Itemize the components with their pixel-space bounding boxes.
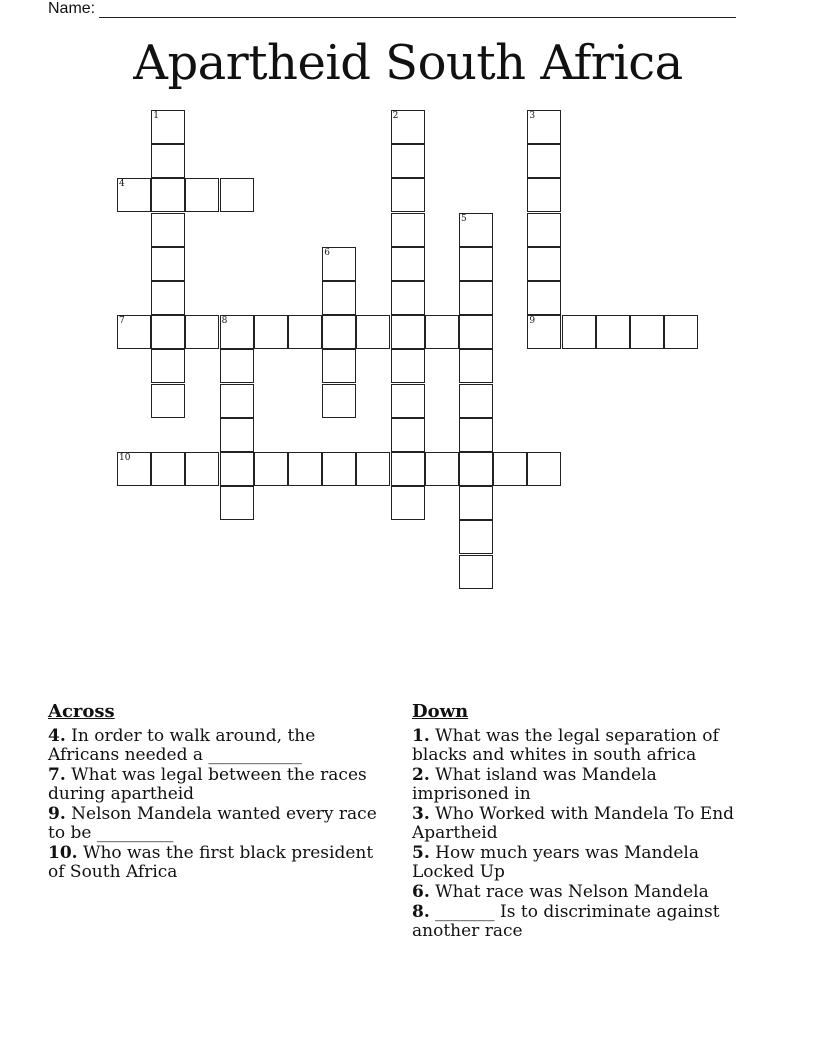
crossword-cell[interactable] [220,452,254,486]
clue-number: 2. [412,765,430,785]
crossword-cell[interactable] [220,384,254,418]
crossword-cell[interactable] [391,384,425,418]
crossword-cell[interactable] [527,281,561,315]
crossword-cell[interactable] [151,452,185,486]
crossword-cell[interactable] [527,110,561,144]
crossword-cell[interactable] [391,315,425,349]
crossword-cell[interactable] [425,315,459,349]
crossword-cell[interactable] [151,281,185,315]
crossword-cell[interactable] [220,418,254,452]
across-clue [48,766,388,804]
crossword-cell[interactable] [527,144,561,178]
crossword-cell[interactable] [493,452,527,486]
cell-number: 9 [529,316,536,327]
clue-number: 6. [412,882,430,902]
crossword-cell[interactable] [391,144,425,178]
crossword-cell[interactable] [356,452,390,486]
crossword-cell[interactable] [151,384,185,418]
crossword-cell[interactable] [459,247,493,281]
crossword-cell[interactable] [527,213,561,247]
crossword-cell[interactable] [459,281,493,315]
crossword-cell[interactable] [459,384,493,418]
cell-number: 2 [392,111,399,121]
crossword-cell[interactable] [527,452,561,486]
crossword-cell[interactable] [185,178,219,212]
crossword-cell[interactable] [254,315,288,349]
clue-number: 7. [48,765,66,785]
across-clues [48,702,388,883]
crossword-cell[interactable] [527,315,561,349]
crossword-cell[interactable] [562,315,596,349]
crossword-cell[interactable] [220,178,254,212]
crossword-cell[interactable] [288,452,322,486]
crossword-cell[interactable] [459,349,493,383]
crossword-cell[interactable] [459,315,493,349]
down-clue [412,844,742,882]
clue-number: 5. [412,843,430,863]
clue-number: 3. [412,804,430,824]
crossword-cell[interactable] [117,178,151,212]
cell-number: 6 [324,247,330,258]
crossword-cell[interactable] [151,349,185,383]
crossword-cell[interactable] [322,247,356,281]
cell-number: 5 [461,213,467,224]
crossword-cell[interactable] [391,281,425,315]
down-clue [412,883,742,902]
crossword-cell[interactable] [220,349,254,383]
crossword-cell[interactable] [459,520,493,554]
crossword-cell[interactable] [391,213,425,247]
crossword-cell[interactable] [322,281,356,315]
clue-text: Who Worked with Mandela To End Apartheid [412,804,735,843]
across-heading: Across [48,701,115,722]
down-clue [412,903,742,941]
crossword-cell[interactable] [391,486,425,520]
across-clue [48,727,388,765]
crossword-cell[interactable] [596,315,630,349]
crossword-cell[interactable] [527,178,561,212]
name-label: Name: [48,0,96,17]
crossword-cell[interactable] [459,555,493,589]
clue-text: What island was Mandela imprisoned in [412,765,657,804]
cell-number: 10 [119,453,131,463]
cell-number: 7 [119,316,125,327]
clue-text: What was legal between the races during apartheid [48,765,367,804]
crossword-cell[interactable] [151,110,185,144]
crossword-cell[interactable] [185,452,219,486]
crossword-cell[interactable] [117,452,151,486]
clue-number: 8. [412,902,430,922]
crossword-cell[interactable] [356,315,390,349]
crossword-cell[interactable] [664,315,698,349]
crossword-cell[interactable] [391,178,425,212]
down-heading: Down [412,701,469,722]
crossword-cell[interactable] [391,110,425,144]
clue-number: 9. [48,804,66,824]
crossword-cell[interactable] [459,418,493,452]
cell-number: 8 [221,316,228,327]
crossword-cell[interactable] [391,247,425,281]
crossword-cell[interactable] [322,452,356,486]
crossword-cell[interactable] [220,486,254,520]
crossword-cell[interactable] [391,418,425,452]
crossword-cell[interactable] [322,349,356,383]
crossword-cell[interactable] [117,315,151,349]
clue-text: What was the legal separation of blacks and whites in south africa [412,726,719,765]
crossword-cell[interactable] [151,178,185,212]
clue-text: Nelson Mandela wanted every race to be _________ [48,804,377,843]
crossword-cell[interactable] [322,384,356,418]
crossword-cell[interactable] [630,315,664,349]
page-title: Apartheid South Africa [133,35,683,91]
across-clue-list [48,727,388,882]
crossword-cell[interactable] [391,452,425,486]
clue-text: How much years was Mandela Locked Up [412,843,699,882]
crossword-cell[interactable] [527,247,561,281]
crossword-cell[interactable] [459,213,493,247]
down-clue-list [412,727,742,941]
crossword-cell[interactable] [151,213,185,247]
crossword-cell[interactable] [425,452,459,486]
crossword-cell[interactable] [391,349,425,383]
cell-number: 3 [529,111,536,121]
crossword-cell[interactable] [220,315,254,349]
down-clue [412,805,742,843]
clue-text: Who was the first black president of South Africa [48,843,374,882]
across-clue [48,844,388,882]
crossword-cell[interactable] [254,452,288,486]
crossword-cell[interactable] [151,247,185,281]
crossword-cell[interactable] [322,315,356,349]
down-clue [412,727,742,765]
crossword-cell[interactable] [151,315,185,349]
clue-text: What race was Nelson Mandela [429,882,709,902]
down-clues [412,702,742,942]
crossword-cell[interactable] [151,144,185,178]
clue-number: 10. [48,843,78,863]
clue-text: In order to walk around, the Africans needed a ___________ [48,726,316,765]
clue-number: 4. [48,726,66,746]
crossword-cell[interactable] [459,486,493,520]
clue-text: _______ Is to discriminate against another race [412,902,720,941]
crossword-cell[interactable] [459,452,493,486]
crossword-cell[interactable] [185,315,219,349]
cell-number: 1 [153,111,159,121]
crossword-cell[interactable] [288,315,322,349]
clue-number: 1. [412,726,430,746]
down-clue [412,766,742,804]
across-clue [48,805,388,843]
cell-number: 4 [119,179,125,190]
